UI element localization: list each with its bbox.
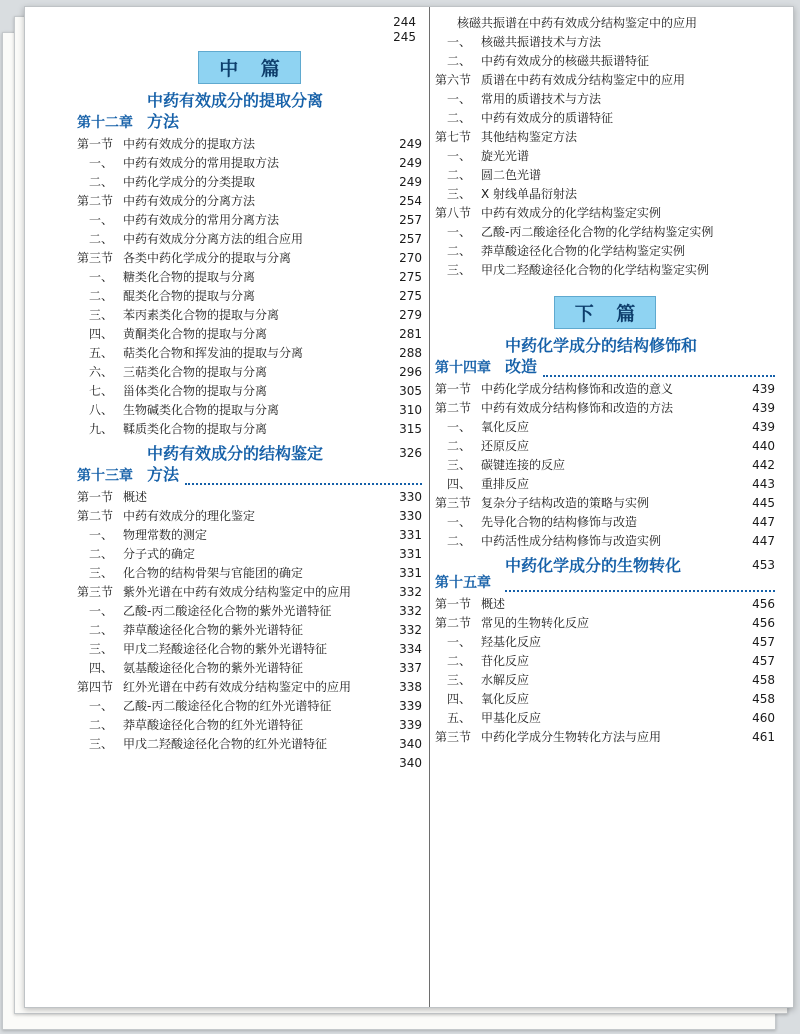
toc-page-number: 461 [752, 730, 775, 744]
toc-subsection-entry[interactable] [435, 91, 775, 109]
toc-entry-title: 紫外光谱在中药有效成分结构鉴定中的应用 [123, 585, 352, 599]
toc-entry-list [435, 596, 775, 747]
toc-entry-title: 三萜类化合物的提取与分离 [123, 365, 268, 379]
toc-entry-title: 莽草酸途径化合物的紫外光谱特征 [123, 623, 304, 637]
toc-page-number: 279 [399, 308, 422, 322]
toc-page-number: 440 [752, 439, 775, 453]
toc-entry-list [77, 136, 422, 439]
toc-page-number: 332 [399, 585, 422, 599]
toc-entry-number: 二、 [447, 439, 472, 453]
toc-subsection-entry[interactable] [435, 110, 775, 128]
dot-leader [543, 361, 775, 377]
toc-entry-number: 二、 [447, 654, 472, 668]
dot-leader [505, 576, 775, 592]
toc-entry-number: 一、 [447, 225, 472, 239]
toc-entry-title: 圆二色光谱 [481, 168, 542, 182]
toc-page-number: 330 [399, 490, 422, 504]
toc-page-number: 275 [399, 270, 422, 284]
part-title-middle: 中 篇 [198, 51, 301, 84]
toc-section-entry[interactable] [435, 72, 775, 90]
toc-page-number: 445 [752, 496, 775, 510]
toc-page-number: 447 [752, 534, 775, 548]
toc-page-number: 249 [399, 137, 422, 151]
toc-entry-number: 三、 [89, 566, 114, 580]
part-title-lower: 下 篇 [554, 296, 657, 329]
chapter-title [147, 443, 422, 485]
toc-entry-title: 糖类化合物的提取与分离 [123, 270, 256, 284]
toc-entry-title: 概述 [481, 597, 506, 611]
toc-entry-number: 第三节 [435, 730, 472, 744]
toc-subsection-entry[interactable] [435, 15, 775, 33]
toc-page-number: 439 [752, 382, 775, 396]
toc-page-number: 339 [399, 718, 422, 732]
toc-entry-number: 第一节 [77, 137, 114, 151]
chapter-title [147, 90, 422, 132]
toc-entry-number: 三、 [89, 642, 114, 656]
toc-entry-title: 甲基化反应 [481, 711, 542, 725]
chapter-title-line: 方法 [147, 465, 180, 484]
chapter-title-line: 中药有效成分的结构鉴定 [147, 444, 324, 463]
chapter-title-line: 方法 [147, 112, 180, 131]
toc-entry-number: 二、 [89, 232, 114, 246]
toc-entry-title: 中药化学成分的分类提取 [123, 175, 256, 189]
toc-entry-number: 一、 [89, 270, 114, 284]
toc-entry-title: X 射线单晶衍射法 [481, 187, 578, 201]
toc-entry-title: 中药有效成分的核磁共振谱特征 [481, 54, 650, 68]
toc-subsection-entry[interactable] [77, 421, 422, 439]
toc-subsection-entry[interactable] [435, 672, 775, 690]
toc-entry-title: 氧化反应 [481, 692, 530, 706]
chapter-heading[interactable] [77, 443, 422, 485]
toc-entry-title: 萜类化合物和挥发油的提取与分离 [123, 346, 304, 360]
toc-section-entry[interactable] [77, 136, 422, 154]
toc-entry-number: 第一节 [435, 382, 472, 396]
toc-page-number: 339 [399, 699, 422, 713]
toc-entry-number: 一、 [447, 35, 472, 49]
toc-entry-number: 五、 [447, 711, 472, 725]
toc-page-number: 447 [752, 515, 775, 529]
toc-subsection-entry[interactable] [77, 622, 422, 640]
toc-entry-title: 乙酸-丙二酸途径化合物的化学结构鉴定实例 [481, 225, 714, 239]
toc-subsection-entry[interactable] [77, 698, 422, 716]
chapter-title [505, 555, 775, 592]
toc-entry-number: 三、 [89, 308, 114, 322]
toc-subsection-entry[interactable] [77, 402, 422, 420]
toc-page-number: 296 [399, 365, 422, 379]
toc-entry-number: 二、 [447, 534, 472, 548]
toc-entry-number: 第三节 [435, 496, 472, 510]
toc-entry-title: 中药有效成分的理化鉴定 [123, 509, 256, 523]
toc-page-number: 458 [752, 692, 775, 706]
toc-section-entry[interactable] [435, 381, 775, 399]
chapter-title-line: 中药有效成分的提取分离 [147, 91, 324, 110]
toc-entry-number: 第六节 [435, 73, 472, 87]
toc-page-number: 288 [399, 346, 422, 360]
toc-subsection-entry[interactable] [77, 345, 422, 363]
toc-entry-title: 红外光谱在中药有效成分结构鉴定中的应用 [123, 680, 352, 694]
toc-page-number: 457 [752, 635, 775, 649]
toc-subsection-entry[interactable] [77, 527, 422, 545]
toc-page-number: 332 [399, 604, 422, 618]
toc-page-number: 332 [399, 623, 422, 637]
toc-section-entry[interactable] [77, 250, 422, 268]
toc-entry-title: 还原反应 [481, 439, 530, 453]
toc-entry-title: 甲戊二羟酸途径化合物的紫外光谱特征 [123, 642, 328, 656]
toc-entry-number: 第三节 [77, 585, 114, 599]
toc-entry-title: 鞣质类化合物的提取与分离 [123, 422, 268, 436]
toc-entry-number: 第一节 [435, 597, 472, 611]
toc-page-number: 439 [752, 401, 775, 415]
toc-section-entry[interactable] [77, 508, 422, 526]
toc-section-entry[interactable] [77, 489, 422, 507]
toc-entry-title: 中药有效成分的化学结构鉴定实例 [481, 206, 662, 220]
toc-subsection-entry[interactable] [77, 603, 422, 621]
toc-entry-number: 一、 [447, 635, 472, 649]
toc-subsection-entry[interactable] [435, 710, 775, 728]
toc-entry-title: 氧化反应 [481, 420, 530, 434]
toc-subsection-entry[interactable] [77, 383, 422, 401]
toc-subsection-entry[interactable] [435, 514, 775, 532]
toc-entry-title: 先导化合物的结构修饰与改造 [481, 515, 638, 529]
toc-entry-number: 三、 [89, 737, 114, 751]
toc-entry-number: 一、 [89, 699, 114, 713]
toc-subsection-entry[interactable] [435, 533, 775, 551]
toc-section-entry[interactable] [77, 193, 422, 211]
toc-entry-title: 物理常数的测定 [123, 528, 208, 542]
toc-entry-number: 一、 [447, 515, 472, 529]
toc-entry-list [435, 15, 775, 280]
toc-page-number: 326 [399, 446, 422, 460]
toc-page-number: 337 [399, 661, 422, 675]
toc-page-number: 257 [399, 232, 422, 246]
toc-entry-title: 各类中药化学成分的提取与分离 [123, 251, 292, 265]
toc-entry-title: 苷化反应 [481, 654, 530, 668]
toc-entry-title: 其他结构鉴定方法 [481, 130, 578, 144]
toc-entry-number: 二、 [89, 175, 114, 189]
toc-page-number: 331 [399, 547, 422, 561]
chapter-number: 第十三章 [77, 468, 133, 484]
toc-subsection-entry[interactable] [435, 634, 775, 652]
toc-page-number: 340 [399, 756, 422, 770]
toc-subsection-entry[interactable] [435, 186, 775, 204]
toc-entry-title: 中药有效成分的分离方法 [123, 194, 256, 208]
toc-entry-number: 三、 [447, 458, 472, 472]
toc-subsection-entry[interactable] [77, 717, 422, 735]
toc-subsection-entry[interactable] [77, 641, 422, 659]
toc-subsection-entry[interactable] [77, 565, 422, 583]
toc-page-number: 458 [752, 673, 775, 687]
toc-entry-title: 莽草酸途径化合物的红外光谱特征 [123, 718, 304, 732]
toc-section-entry[interactable] [435, 596, 775, 614]
toc-left-column [77, 15, 422, 774]
toc-page-number: 443 [752, 477, 775, 491]
toc-page-number: 456 [752, 597, 775, 611]
toc-right-column [435, 15, 775, 748]
toc-entry-number: 二、 [89, 547, 114, 561]
toc-entry-number: 五、 [89, 346, 114, 360]
toc-page-number: 456 [752, 616, 775, 630]
toc-subsection-entry[interactable] [77, 546, 422, 564]
chapter-title-line: 中药化学成分的结构修饰和 [505, 336, 698, 355]
toc-entry-title: 概述 [123, 490, 148, 504]
toc-entry-title: 分子式的确定 [123, 547, 196, 561]
toc-section-entry[interactable] [435, 729, 775, 747]
toc-entry-number: 四、 [89, 661, 114, 675]
toc-entry-title: 甲戊二羟酸途径化合物的化学结构鉴定实例 [481, 263, 710, 277]
toc-subsection-entry[interactable] [435, 438, 775, 456]
toc-entry-title: 中药有效成分的常用提取方法 [123, 156, 280, 170]
chapter-heading[interactable] [435, 335, 775, 377]
toc-entry-number: 四、 [447, 692, 472, 706]
toc-section-entry[interactable] [435, 129, 775, 147]
toc-entry-number: 第三节 [77, 251, 114, 265]
toc-entry-number: 三、 [447, 673, 472, 687]
toc-entry-number: 一、 [89, 604, 114, 618]
toc-page-number: 281 [399, 327, 422, 341]
toc-subsection-entry[interactable] [435, 653, 775, 671]
toc-page-number: 257 [399, 213, 422, 227]
toc-subsection-entry[interactable] [77, 326, 422, 344]
toc-entry-title: 羟基化反应 [481, 635, 542, 649]
toc-subsection-entry[interactable] [435, 691, 775, 709]
toc-page-number: 310 [399, 403, 422, 417]
toc-subsection-entry[interactable] [435, 224, 775, 242]
toc-subsection-entry[interactable] [435, 243, 775, 261]
toc-page-number: 457 [752, 654, 775, 668]
toc-subsection-entry[interactable] [435, 148, 775, 166]
chapter-title [505, 335, 775, 377]
toc-entry-title: 中药有效成分的质谱特征 [481, 111, 614, 125]
toc-entry-title: 中药有效成分分离方法的组合应用 [123, 232, 304, 246]
toc-subsection-entry[interactable] [435, 262, 775, 280]
chapter-title-line: 改造 [505, 357, 538, 376]
toc-entry-number: 第二节 [77, 194, 114, 208]
toc-subsection-entry[interactable] [435, 476, 775, 494]
chapter-title-line: 中药化学成分的生物转化 [505, 556, 682, 575]
toc-subsection-entry[interactable] [77, 174, 422, 192]
toc-page-number: 331 [399, 566, 422, 580]
toc-subsection-entry[interactable] [77, 231, 422, 249]
toc-entry-title: 甾体类化合物的提取与分离 [123, 384, 268, 398]
toc-entry-number: 一、 [447, 92, 472, 106]
toc-entry-number: 二、 [447, 168, 472, 182]
toc-entry-number: 四、 [89, 327, 114, 341]
toc-entry-title: 氨基酸途径化合物的紫外光谱特征 [123, 661, 304, 675]
toc-entry-number: 第四节 [77, 680, 114, 694]
toc-entry-title: 核磁共振谱在中药有效成分结构鉴定中的应用 [457, 16, 698, 30]
toc-entry-title: 中药化学成分结构修饰和改造的意义 [481, 382, 674, 396]
toc-entry-number: 一、 [447, 420, 472, 434]
toc-entry-number: 二、 [447, 111, 472, 125]
toc-entry-number: 九、 [89, 422, 114, 436]
toc-entry-number: 一、 [447, 149, 472, 163]
toc-page-number: 315 [399, 422, 422, 436]
part-heading-wrap [77, 51, 422, 84]
toc-entry-list [435, 381, 775, 551]
toc-entry-title: 乙酸-丙二酸途径化合物的红外光谱特征 [123, 699, 332, 713]
toc-entry-number: 第二节 [77, 509, 114, 523]
toc-entry-list [77, 489, 422, 773]
toc-section-entry[interactable] [435, 615, 775, 633]
toc-entry-title: 核磁共振谱技术与方法 [481, 35, 602, 49]
toc-entry-title: 黄酮类化合物的提取与分离 [123, 327, 268, 341]
part-heading-wrap [435, 296, 775, 329]
toc-section-entry[interactable] [77, 584, 422, 602]
toc-section-entry[interactable] [435, 400, 775, 418]
toc-subsection-entry[interactable] [77, 364, 422, 382]
toc-entry-title: 碳键连接的反应 [481, 458, 566, 472]
toc-entry-title: 醌类化合物的提取与分离 [123, 289, 256, 303]
toc-page-number: 254 [399, 194, 422, 208]
toc-entry-number: 四、 [447, 477, 472, 491]
toc-section-entry[interactable] [77, 679, 422, 697]
toc-entry-title: 常用的质谱技术与方法 [481, 92, 602, 106]
toc-entry-title: 中药活性成分结构修饰与改造实例 [481, 534, 662, 548]
toc-page-number: 331 [399, 528, 422, 542]
toc-entry-number: 三、 [447, 187, 472, 201]
toc-entry-number: 六、 [89, 365, 114, 379]
page-number: 244 [393, 15, 416, 29]
toc-subsection-entry[interactable] [435, 53, 775, 71]
page-number: 245 [393, 30, 416, 44]
toc-subsection-entry[interactable] [77, 755, 422, 773]
toc-entry-number: 二、 [89, 289, 114, 303]
toc-entry-title: 乙酸-丙二酸途径化合物的紫外光谱特征 [123, 604, 332, 618]
toc-subsection-entry[interactable] [435, 167, 775, 185]
toc-entry-title: 重排反应 [481, 477, 530, 491]
toc-entry-number: 三、 [447, 263, 472, 277]
toc-entry-title: 化合物的结构骨架与官能团的确定 [123, 566, 304, 580]
toc-entry-title: 生物碱类化合物的提取与分离 [123, 403, 280, 417]
toc-subsection-entry[interactable] [77, 155, 422, 173]
toc-subsection-entry[interactable] [77, 269, 422, 287]
chapter-number: 第十四章 [435, 360, 491, 376]
toc-entry-title: 复杂分子结构改造的策略与实例 [481, 496, 650, 510]
toc-entry-title: 中药有效成分结构修饰和改造的方法 [481, 401, 674, 415]
toc-entry-title: 水解反应 [481, 673, 530, 687]
toc-entry-number: 第一节 [77, 490, 114, 504]
toc-page-number: 334 [399, 642, 422, 656]
toc-subsection-entry[interactable] [435, 457, 775, 475]
toc-entry-title: 旋光光谱 [481, 149, 530, 163]
toc-page-number: 305 [399, 384, 422, 398]
chapter-number: 第十二章 [77, 115, 133, 131]
toc-page-number: 442 [752, 458, 775, 472]
toc-page-number: 249 [399, 175, 422, 189]
toc-subsection-entry[interactable] [77, 736, 422, 754]
toc-page-number: 338 [399, 680, 422, 694]
toc-entry-number: 一、 [89, 528, 114, 542]
toc-page-number: 330 [399, 509, 422, 523]
toc-entry-title: 常见的生物转化反应 [481, 616, 590, 630]
toc-entry-number: 七、 [89, 384, 114, 398]
toc-entry-title: 质谱在中药有效成分结构鉴定中的应用 [481, 73, 686, 87]
toc-entry-title: 甲戊二羟酸途径化合物的红外光谱特征 [123, 737, 328, 751]
toc-entry-number: 第二节 [435, 616, 472, 630]
toc-subsection-entry[interactable] [77, 660, 422, 678]
toc-section-entry[interactable] [435, 495, 775, 513]
toc-page [24, 6, 794, 1008]
toc-entry-number: 第八节 [435, 206, 472, 220]
toc-page-number: 453 [752, 558, 775, 572]
toc-page-number: 270 [399, 251, 422, 265]
toc-page-number: 439 [752, 420, 775, 434]
dot-leader [185, 469, 422, 485]
toc-entry-number: 第七节 [435, 130, 472, 144]
toc-entry-number: 一、 [89, 213, 114, 227]
toc-entry-number: 二、 [89, 718, 114, 732]
toc-entry-number: 二、 [447, 54, 472, 68]
chapter-heading[interactable] [435, 555, 775, 592]
toc-entry-number: 二、 [89, 623, 114, 637]
toc-subsection-entry[interactable] [77, 212, 422, 230]
toc-subsection-entry[interactable] [77, 307, 422, 325]
toc-entry-title: 中药有效成分的常用分离方法 [123, 213, 280, 227]
toc-entry-number: 一、 [89, 156, 114, 170]
toc-page-number: 275 [399, 289, 422, 303]
toc-page-number: 460 [752, 711, 775, 725]
toc-subsection-entry[interactable] [77, 288, 422, 306]
toc-subsection-entry[interactable] [435, 34, 775, 52]
toc-entry-number: 八、 [89, 403, 114, 417]
toc-entry-title: 中药化学成分生物转化方法与应用 [481, 730, 662, 744]
toc-entry-number: 二、 [447, 244, 472, 258]
toc-page-number: 340 [399, 737, 422, 751]
toc-entry-title: 中药有效成分的提取方法 [123, 137, 256, 151]
toc-entry-title: 苯丙素类化合物的提取与分离 [123, 308, 280, 322]
toc-page-number: 249 [399, 156, 422, 170]
column-divider [429, 7, 430, 1007]
toc-section-entry[interactable] [435, 205, 775, 223]
chapter-heading[interactable] [77, 90, 422, 132]
chapter-number: 第十五章 [435, 575, 491, 591]
toc-entry-title: 莽草酸途径化合物的化学结构鉴定实例 [481, 244, 686, 258]
toc-subsection-entry[interactable] [435, 419, 775, 437]
toc-entry-number: 第二节 [435, 401, 472, 415]
